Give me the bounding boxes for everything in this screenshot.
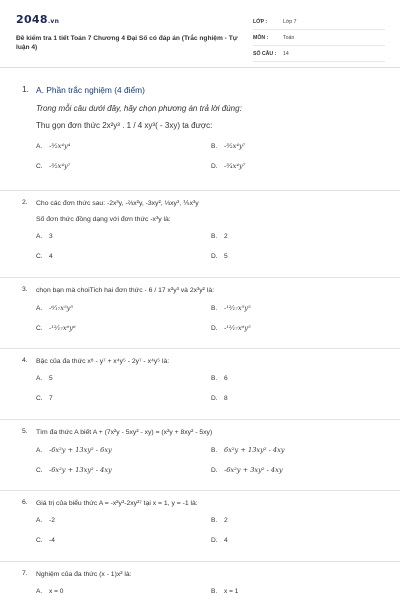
option-c[interactable]: C. 4 <box>36 253 53 260</box>
question-number: 5. <box>22 428 28 435</box>
question-text: chọn bạn mà choiTich hai đơn thức - 6 / 17 x²y³ và 2x³y² là: <box>36 287 214 294</box>
question-number: 7. <box>22 570 28 577</box>
answer-options <box>36 302 384 342</box>
question-text: Bậc của đa thức x⁸ - y⁷ + x⁴y⁵ - 2y⁷ - x⁴y⁵ là: <box>36 358 170 365</box>
answer-options <box>36 373 384 413</box>
option-b[interactable]: B. x = 1 <box>211 588 239 595</box>
document-title: Đề kiểm tra 1 tiết Toán 7 Chương 4 Đại Số có đáp án (Trắc nghiệm - Tự luận 4) <box>16 35 238 51</box>
question-number: 1. <box>22 84 29 94</box>
question-text: Nghiệm của đa thức (x - 1)x² là: <box>36 571 132 578</box>
question-text: Thu gọn đơn thức 2x²y³ . 1 / 4 xy³( - 3xy) ta được: <box>36 121 213 130</box>
question-1 <box>0 76 400 191</box>
meta-class: LỚP : Lớp 7 <box>253 16 385 30</box>
question-5 <box>0 420 400 491</box>
answer-options <box>36 231 384 271</box>
option-d[interactable]: D. 4 <box>211 537 228 544</box>
section-title: A. Phần trắc nghiệm (4 điểm) <box>36 85 145 95</box>
option-c[interactable]: C. -³⁄₂x⁴y⁷ <box>36 162 71 170</box>
question-number: 6. <box>22 499 28 506</box>
answer-options <box>36 586 384 600</box>
option-a[interactable]: A. -³⁄₂x⁴y⁴ <box>36 142 71 150</box>
option-a[interactable]: A. -⁶⁄₁₇x⁵y⁵ <box>36 304 73 312</box>
document-meta <box>253 16 385 64</box>
option-b[interactable]: B. 2 <box>211 517 228 524</box>
option-d[interactable]: D. -¹²⁄₁₇x⁶y⁵ <box>211 324 251 332</box>
question-number: 3. <box>22 286 28 293</box>
option-a[interactable]: A. x = 0 <box>36 588 64 595</box>
option-c[interactable]: C. 7 <box>36 395 53 402</box>
option-b[interactable]: B. 6x²y + 13xy² - 4xy <box>211 446 285 454</box>
question-number: 4. <box>22 357 28 364</box>
meta-question-count: SỐ CÂU : 14 <box>253 48 385 62</box>
answer-options <box>36 444 384 484</box>
question-text: Giá trị của biểu thức A = -x²y³-2xy²⁷ tại x = 1, y = -1 là: <box>36 500 198 507</box>
option-a[interactable]: A. -6x²y + 13xy² - 6xy <box>36 446 112 454</box>
option-b[interactable]: B. 2 <box>211 233 228 240</box>
page-header <box>0 0 400 68</box>
question-7 <box>0 562 400 600</box>
answer-options <box>36 515 384 555</box>
option-b[interactable]: B. -¹²⁄₁₇x⁵y⁵ <box>211 304 251 312</box>
option-c[interactable]: C. -4 <box>36 537 55 544</box>
option-a[interactable]: A. -2 <box>36 517 55 524</box>
question-text: Cho các đơn thức sau: -2x³y, -⅔x²y, -3xy², ⅓xy³, ⅕x³y <box>36 200 199 207</box>
question-3 <box>0 278 400 349</box>
option-a[interactable]: A. 5 <box>36 375 53 382</box>
question-subtext: Số đơn thức đồng dạng với đơn thức -x³y là: <box>36 216 171 223</box>
option-c[interactable]: C. -¹²⁄₁₇x⁶y⁶ <box>36 324 76 332</box>
question-2 <box>0 191 400 278</box>
option-b[interactable]: B. 6 <box>211 375 228 382</box>
question-list <box>0 76 400 600</box>
question-6 <box>0 491 400 562</box>
site-logo[interactable]: 2048.vn <box>16 13 60 26</box>
option-d[interactable]: D. 8 <box>211 395 228 402</box>
option-d[interactable]: D. -6x²y + 3xy² - 4xy <box>211 466 283 474</box>
question-4 <box>0 349 400 420</box>
option-c[interactable]: C. -6x²y + 13xy² - 4xy <box>36 466 112 474</box>
option-a[interactable]: A. 3 <box>36 233 53 240</box>
question-number: 2. <box>22 199 28 206</box>
meta-subject: MÔN : Toán <box>253 32 385 46</box>
option-b[interactable]: B. -³⁄₂x⁴y⁷ <box>211 142 246 150</box>
answer-options <box>36 140 384 180</box>
option-d[interactable]: D. -³⁄₄x⁴y⁷ <box>211 162 246 170</box>
question-text: Tìm đa thức A biết A + (7x²y - 5xy² - xy) = (x²y + 8xy² - 5xy) <box>36 429 213 436</box>
option-d[interactable]: D. 5 <box>211 253 228 260</box>
section-instruction: Trong mỗi câu dưới đây, hãy chọn phương án trả lời đúng: <box>36 104 242 113</box>
